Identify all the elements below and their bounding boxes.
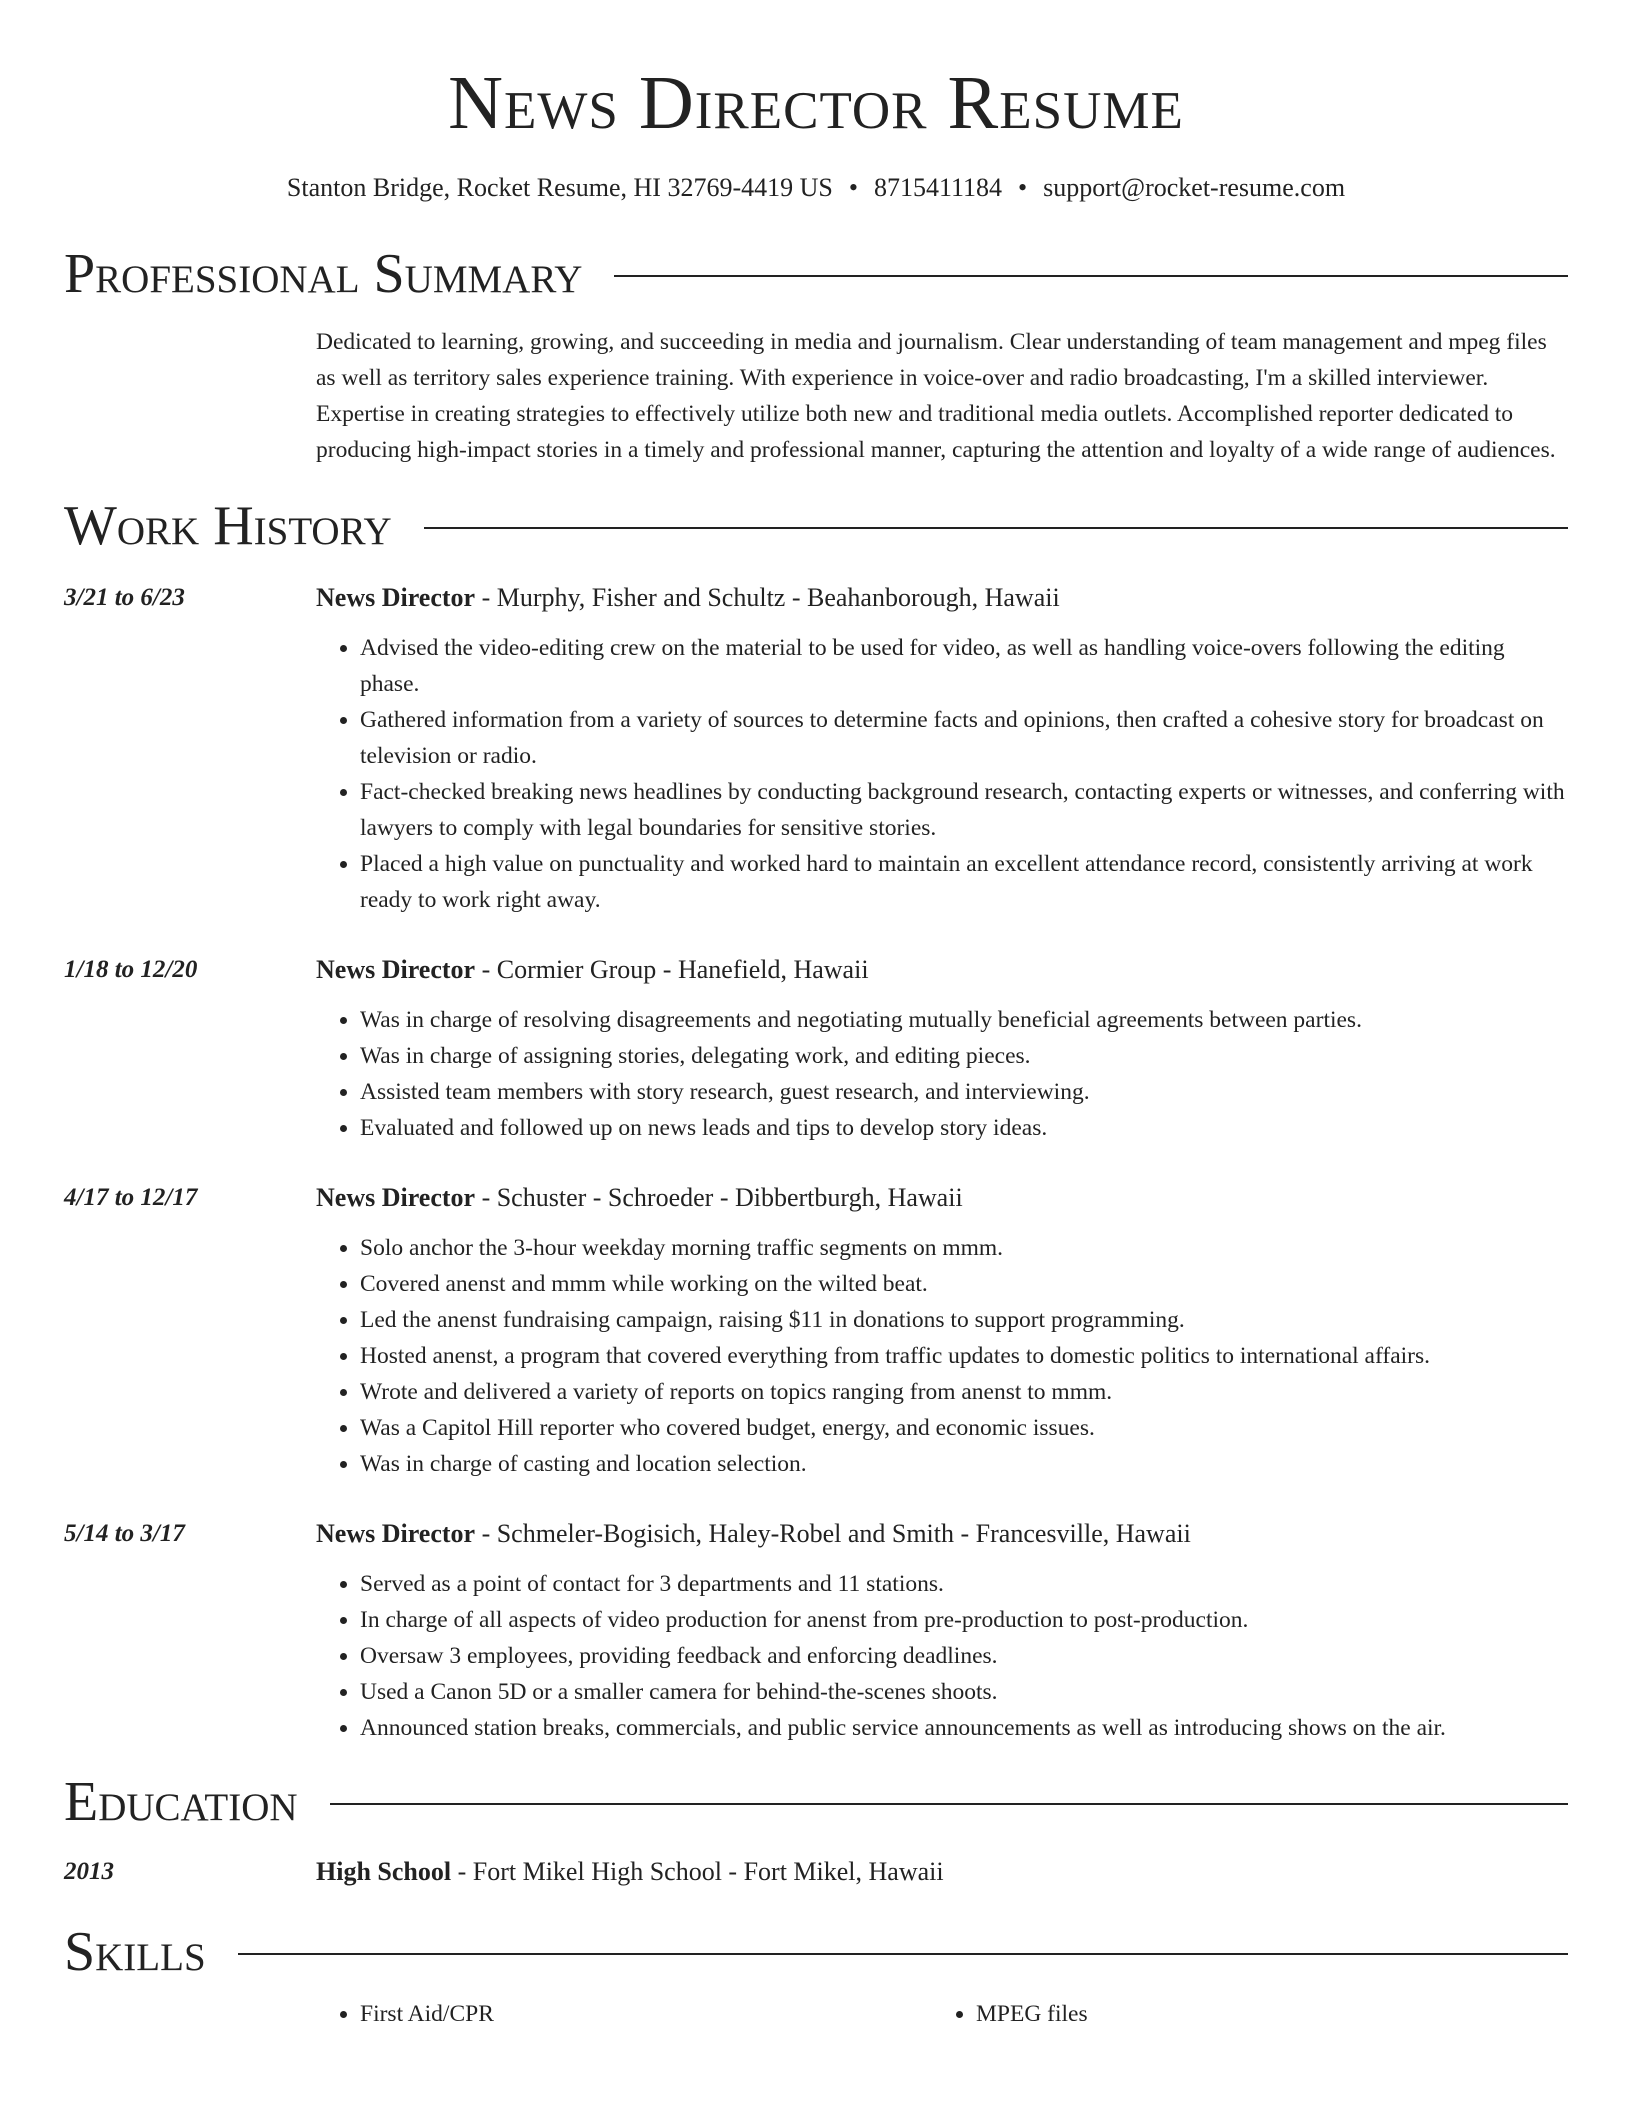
list-item: • Served as a point of contact for 3 departments and 11 stations. bbox=[360, 1566, 1568, 1602]
skills-column-left bbox=[316, 1996, 932, 2032]
education-year: 2013 bbox=[64, 1858, 114, 1885]
job-bullets bbox=[316, 1230, 1568, 1482]
job-body bbox=[316, 1516, 1568, 1746]
job-entry bbox=[64, 1180, 1568, 1482]
list-item: • Was in charge of resolving disagreements and negotiating mutually beneficial agreements between parties. bbox=[360, 1002, 1568, 1038]
job-details: - Schmeler-Bogisich, Haley-Robel and Smith - Francesville, Hawaii bbox=[475, 1519, 1191, 1548]
contact-separator: • bbox=[848, 173, 858, 202]
list-item: • Announced station breaks, commercials, and public service announcements as well as introducing shows on the air. bbox=[360, 1710, 1568, 1746]
job-body bbox=[316, 952, 1568, 1146]
job-entry bbox=[64, 580, 1568, 918]
list-item: • Hosted anenst, a program that covered everything from traffic updates to domestic politics to international affairs. bbox=[360, 1338, 1568, 1374]
list-item: • Gathered information from a variety of sources to determine facts and opinions, then crafted a cohesive story for broadcast on television or radio. bbox=[360, 702, 1568, 774]
section-header-skills bbox=[64, 1920, 1568, 1984]
contact-line bbox=[64, 170, 1568, 206]
section-divider bbox=[330, 1803, 1568, 1805]
education-body bbox=[316, 1854, 1568, 1890]
section-header-education bbox=[64, 1770, 1568, 1834]
job-role-line bbox=[316, 1180, 1568, 1216]
job-entry bbox=[64, 1516, 1568, 1746]
job-title: News Director bbox=[316, 583, 476, 612]
job-dates: 3/21 to 6/23 bbox=[64, 584, 185, 611]
list-item: • Was in charge of casting and location selection. bbox=[360, 1446, 1568, 1482]
job-title: News Director bbox=[316, 1183, 476, 1212]
list-item: • Advised the video-editing crew on the material to be used for video, as well as handling voice-overs following the editing phase. bbox=[360, 630, 1568, 702]
contact-phone: 8715411184 bbox=[873, 173, 1003, 202]
section-title-skills: Skills bbox=[64, 1921, 206, 1983]
job-title: News Director bbox=[316, 955, 476, 984]
contact-email: support@rocket-resume.com bbox=[1043, 173, 1346, 202]
list-item: • In charge of all aspects of video production for anenst from pre-production to post-production. bbox=[360, 1602, 1568, 1638]
job-details: - Schuster - Schroeder - Dibbertburgh, Hawaii bbox=[475, 1183, 963, 1212]
section-header-summary bbox=[64, 242, 1568, 306]
job-bullets bbox=[316, 630, 1568, 918]
education-entry bbox=[64, 1854, 1568, 1890]
section-divider bbox=[424, 527, 1568, 529]
job-entry bbox=[64, 952, 1568, 1146]
list-item: • Was a Capitol Hill reporter who covered budget, energy, and economic issues. bbox=[360, 1410, 1568, 1446]
job-dates: 1/18 to 12/20 bbox=[64, 956, 198, 983]
summary-text: Dedicated to learning, growing, and succeeding in media and journalism. Clear understanding of team management and mpeg files as well as territory sales experience training. With experience in voice-over and radio broadcasting, I'm a skilled interviewer. Expertise in creating strategies to effectively utilize both new and traditional media outlets. Accomplished reporter dedicated to producing high-impact stories in a timely and professional manner, capturing the attention and loyalty of a wide range of audiences. bbox=[316, 329, 1556, 463]
list-item: • Used a Canon 5D or a smaller camera for behind-the-scenes shoots. bbox=[360, 1674, 1568, 1710]
job-bullets bbox=[316, 1566, 1568, 1746]
skills-grid bbox=[316, 1996, 1568, 2032]
job-role-line bbox=[316, 1516, 1568, 1552]
skill-item: • First Aid/CPR bbox=[360, 1996, 932, 2032]
section-divider bbox=[614, 275, 1568, 277]
education-line bbox=[316, 1854, 1568, 1890]
list-item: • Fact-checked breaking news headlines by conducting background research, contacting experts or witnesses, and conferring with lawyers to comply with legal boundaries for sensitive stories. bbox=[360, 774, 1568, 846]
section-divider bbox=[238, 1953, 1568, 1955]
list-item: • Oversaw 3 employees, providing feedback and enforcing deadlines. bbox=[360, 1638, 1568, 1674]
section-title-work: Work History bbox=[64, 495, 392, 557]
job-dates: 5/14 to 3/17 bbox=[64, 1520, 185, 1547]
skills-column-right bbox=[932, 1996, 1568, 2032]
job-body bbox=[316, 580, 1568, 918]
job-bullets bbox=[316, 1002, 1568, 1146]
section-title-education: Education bbox=[64, 1771, 298, 1833]
skill-item: • MPEG files bbox=[976, 1996, 1568, 2032]
list-item: • Solo anchor the 3-hour weekday morning traffic segments on mmm. bbox=[360, 1230, 1568, 1266]
list-item: • Led the anenst fundraising campaign, raising $11 in donations to support programming. bbox=[360, 1302, 1568, 1338]
contact-separator: • bbox=[1018, 173, 1028, 202]
job-title: News Director bbox=[316, 1519, 476, 1548]
list-item: • Was in charge of assigning stories, delegating work, and editing pieces. bbox=[360, 1038, 1568, 1074]
job-role-line bbox=[316, 580, 1568, 616]
job-body bbox=[316, 1180, 1568, 1482]
job-dates: 4/17 to 12/17 bbox=[64, 1184, 198, 1211]
education-details: - Fort Mikel High School - Fort Mikel, Hawaii bbox=[451, 1857, 944, 1886]
section-header-work bbox=[64, 494, 1568, 558]
education-degree: High School bbox=[316, 1857, 452, 1886]
list-item: • Covered anenst and mmm while working on the wilted beat. bbox=[360, 1266, 1568, 1302]
section-title-summary: Professional Summary bbox=[64, 243, 583, 305]
job-details: - Murphy, Fisher and Schultz - Beahanborough, Hawaii bbox=[475, 583, 1060, 612]
list-item: • Assisted team members with story research, guest research, and interviewing. bbox=[360, 1074, 1568, 1110]
list-item: • Evaluated and followed up on news leads and tips to develop story ideas. bbox=[360, 1110, 1568, 1146]
job-role-line bbox=[316, 952, 1568, 988]
job-details: - Cormier Group - Hanefield, Hawaii bbox=[475, 955, 869, 984]
page-title: News Director Resume bbox=[448, 61, 1184, 145]
contact-address: Stanton Bridge, Rocket Resume, HI 32769-4419 US bbox=[286, 173, 833, 202]
list-item: • Wrote and delivered a variety of reports on topics ranging from anenst to mmm. bbox=[360, 1374, 1568, 1410]
list-item: • Placed a high value on punctuality and worked hard to maintain an excellent attendance record, consistently arriving at work ready to work right away. bbox=[360, 846, 1568, 918]
